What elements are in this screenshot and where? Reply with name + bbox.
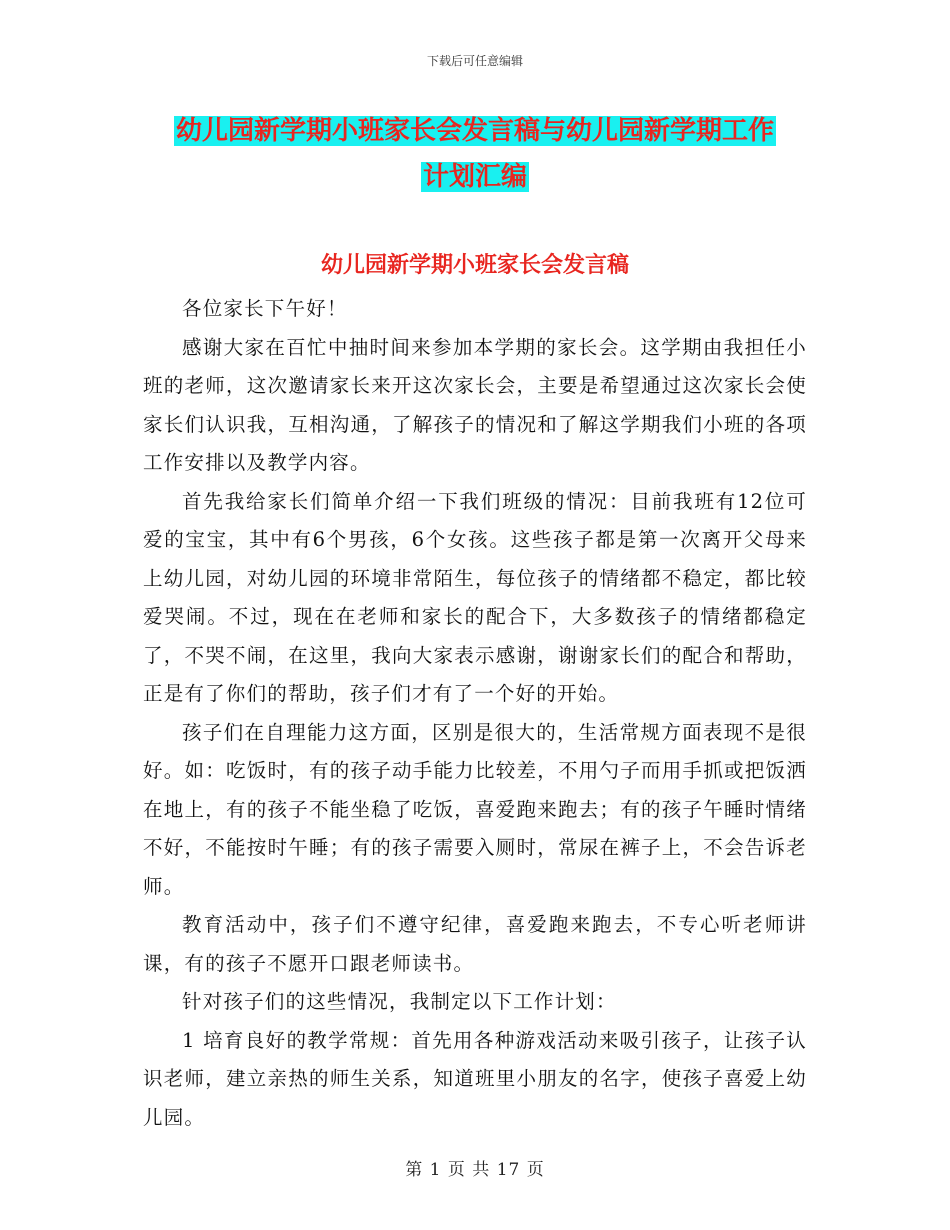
paragraph-plan-item-1: 1 培育良好的教学常规：首先用各种游戏活动来吸引孩子，让孩子认识老师，建立亲热的师生关系，知道班里小朋友的名字，使孩子喜爱上幼儿园。 [143, 1028, 807, 1129]
section-title: 幼儿园新学期小班家长会发言稿 [320, 253, 629, 278]
page-number-footer: 第 1 页 共 17 页 [405, 1160, 545, 1180]
document-title-line-2: 计划汇编 [422, 162, 527, 192]
document-title [140, 108, 810, 200]
paragraph-education-activities: 教育活动中，孩子们不遵守纪律，喜爱跑来跑去，不专心听老师讲课，有的孩子不愿开口跟老师读书。 [143, 913, 807, 975]
body-text [143, 290, 807, 1137]
paragraph-class-situation: 首先我给家长们简单介绍一下我们班级的情况：目前我班有12位可爱的宝宝，其中有6个男孩，6个女孩。这些孩子都是第一次离开父母来上幼儿园，对幼儿园的环境非常陌生，每位孩子的情绪都不稳定，都比较爱哭闹。不过，现在在老师和家长的配合下，大多数孩子的情绪都稳定了，不哭不闹，在这里，我向大家表示感谢，谢谢家长们的配合和帮助，正是有了你们的帮助，孩子们才有了一个好的开始。 [143, 489, 807, 705]
document-title-line-1: 幼儿园新学期小班家长会发言稿与幼儿园新学期工作 [175, 116, 774, 146]
page-header-note: 下载后可任意编辑 [426, 54, 523, 68]
paragraph-self-care: 孩子们在自理能力这方面，区别是很大的，生活常规方面表现不是很好。如：吃饭时，有的孩子动手能力比较差，不用勺子而用手抓或把饭洒在地上，有的孩子不能坐稳了吃饭，喜爱跑来跑去；有的孩子午睡时情绪不好，不能按时午睡；有的孩子需要入厕时，常尿在裤子上，不会告诉老师。 [143, 720, 807, 898]
paragraph-greeting: 各位家长下午好！ [182, 297, 348, 320]
paragraph-plan-intro: 针对孩子们的这些情况，我制定以下工作计划： [182, 990, 617, 1013]
paragraph-intro: 感谢大家在百忙中抽时间来参加本学期的家长会。这学期由我担任小班的老师，这次邀请家长来开这次家长会，主要是希望通过这次家长会使家长们认识我，互相沟通，了解孩子的情况和了解这学期我们小班的各项工作安排以及教学内容。 [143, 335, 807, 474]
